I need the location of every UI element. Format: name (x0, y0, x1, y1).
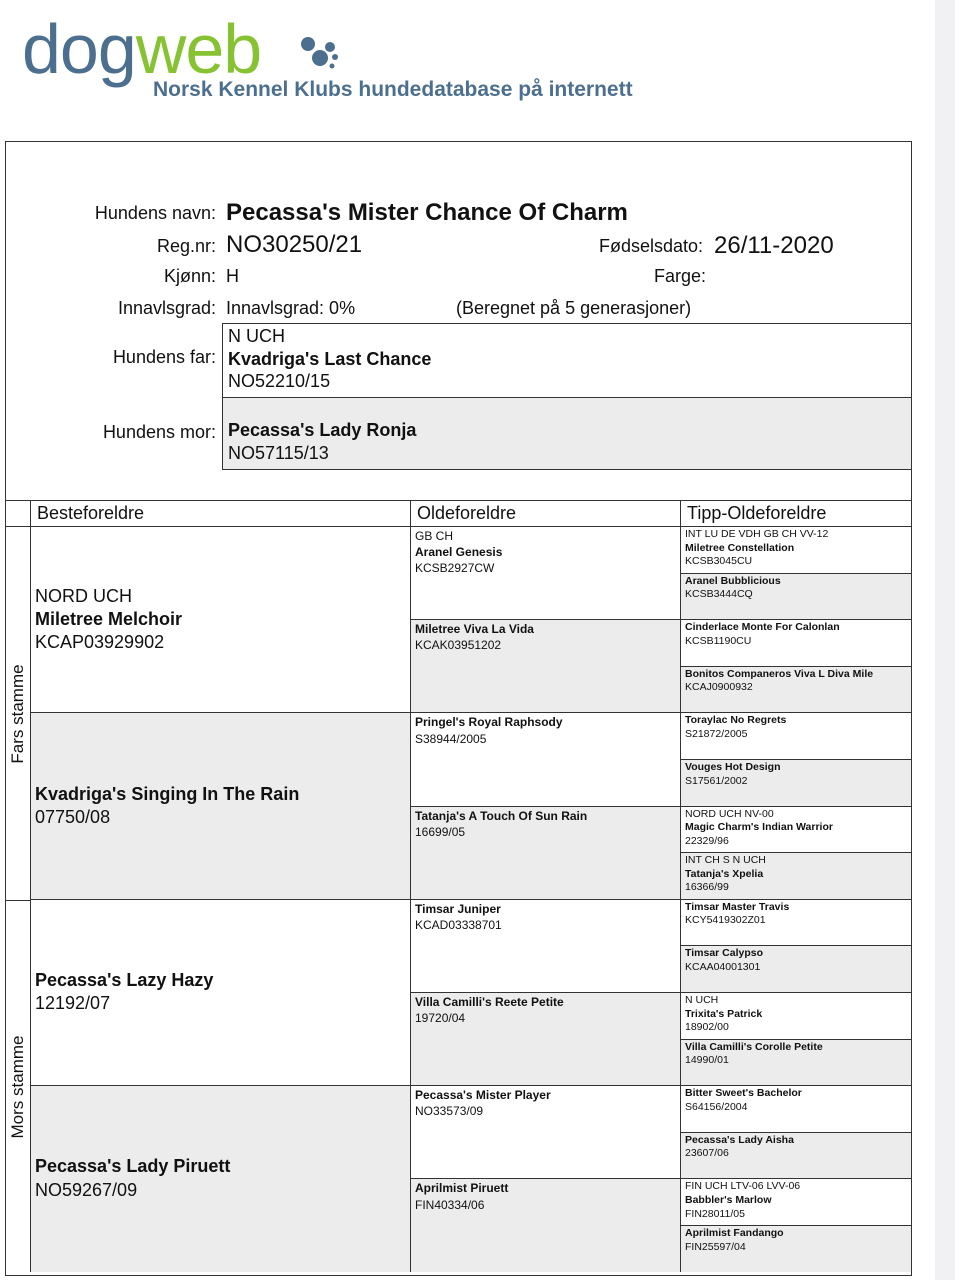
great-great-grandparent-cell (680, 1039, 911, 1086)
dog-reg: 07750/08 (35, 807, 111, 828)
page-edge (935, 0, 955, 1280)
dog-reg: KCAJ0900932 (685, 681, 753, 694)
dog-reg: S64156/2004 (685, 1100, 748, 1113)
dog-reg: KCAP03929902 (35, 632, 165, 653)
header-great-grandparents: Oldeforeldre (410, 500, 680, 526)
dog-name: Pecassa's Lazy Hazy (35, 970, 214, 991)
dog-name: Pringel's Royal Raphsody (415, 715, 563, 730)
header-corner (6, 500, 30, 526)
dog-reg: 16366/99 (685, 881, 729, 894)
mors-stamme-label (6, 900, 30, 1273)
great-grandparent-cell (410, 899, 680, 992)
mother-box (222, 397, 912, 470)
dog-name: Aprilmist Piruett (415, 1181, 509, 1196)
header-great-great-grandparents: Tipp-Oldeforeldre (680, 500, 911, 526)
dog-reg: KCSB3444CQ (685, 588, 753, 601)
dog-reg: KCSB2927CW (415, 561, 495, 576)
great-great-grandparent-cell (680, 992, 911, 1039)
dog-reg: KCAD03338701 (415, 917, 502, 932)
dog-reg: NO33573/09 (415, 1104, 484, 1119)
dog-reg: KCAK03951202 (415, 638, 502, 653)
dog-name: Timsar Master Travis (685, 900, 790, 913)
great-great-grandparent-cell (680, 899, 911, 946)
mother-reg: NO57115/13 (228, 442, 329, 463)
dog-reg: FIN28011/05 (685, 1207, 745, 1220)
dog-reg: 19720/04 (415, 1011, 466, 1026)
great-grandparent-cell (410, 526, 680, 619)
dog-name: Babbler's Marlow (685, 1194, 772, 1207)
logo-web-text: web (135, 10, 262, 88)
grandparent-cell (30, 1085, 410, 1271)
inbreeding-value: Innavlsgrad: 0% (226, 298, 356, 318)
dog-title: INT LU DE VDH GB CH VV-12 (685, 528, 829, 540)
dog-name: Aranel Genesis (415, 545, 503, 560)
dog-name: Timsar Calypso (685, 947, 764, 960)
dog-name: Cinderlace Monte For Calonlan (685, 621, 840, 634)
dog-name: Miletree Constellation (685, 541, 795, 554)
dog-name: Tatanja's Xpelia (685, 867, 764, 880)
header-grandparents: Besteforeldre (30, 500, 410, 526)
great-grandparent-cell (410, 1178, 680, 1271)
dog-name: Toraylac No Regrets (685, 714, 787, 727)
dog-reg: KCSB1190CU (685, 634, 752, 647)
dog-title: N UCH (685, 994, 719, 1006)
great-great-grandparent-cell (680, 712, 911, 759)
dog-reg: 16699/05 (415, 824, 466, 839)
dog-name: Kvadriga's Singing In The Rain (35, 783, 300, 804)
great-great-grandparent-cell (680, 1178, 911, 1225)
father-reg: NO52210/15 (228, 371, 331, 391)
dog-name: Pecassa's Lady Aisha (685, 1133, 794, 1146)
father-box (222, 323, 912, 398)
grandparent-cell (30, 526, 410, 712)
dog-reg: 18902/00 (685, 1021, 729, 1034)
logo-tagline: Norsk Kennel Klubs hundedatabase på internett (153, 78, 633, 101)
dog-reg: KCSB3045CU (685, 555, 753, 568)
dog-reg: 23607/06 (685, 1147, 729, 1160)
grandparent-cell (30, 712, 410, 898)
dog-regnr: NO30250/21 (226, 231, 363, 258)
great-great-grandparent-cell (680, 759, 911, 806)
name-label: Hundens navn: (94, 203, 216, 223)
dog-reg: KCAA04001301 (685, 961, 761, 974)
dogweb-logo (22, 10, 722, 104)
logo-dog-text: dog (22, 10, 136, 88)
dog-name: Pecassa's Mister Chance Of Charm (226, 199, 628, 226)
great-great-grandparent-cell (680, 1132, 911, 1179)
dog-title: NORD UCH NV-00 (685, 807, 774, 820)
pedigree-document (5, 141, 912, 1276)
dog-name: Bitter Sweet's Bachelor (685, 1087, 802, 1100)
great-grandparent-cell (410, 806, 680, 899)
dog-title: GB CH (415, 529, 454, 543)
great-grandparent-cell (410, 992, 680, 1085)
great-grandparent-cell (410, 1085, 680, 1178)
mother-name: Pecassa's Lady Ronja (228, 420, 417, 440)
dog-name: Bonitos Companeros Viva L Diva Mile (685, 667, 874, 680)
dog-reg: S21872/2005 (685, 728, 748, 741)
great-great-grandparent-cell (680, 666, 911, 713)
dog-name: Aranel Bubblicious (685, 574, 781, 587)
dog-title: NORD UCH (35, 585, 132, 606)
inbreeding-note: (Beregnet på 5 generasjoner) (456, 298, 692, 318)
dog-name: Aprilmist Fandango (685, 1227, 784, 1239)
regnr-label: Reg.nr: (156, 236, 216, 256)
dog-name: Villa Camilli's Corolle Petite (685, 1040, 823, 1053)
dog-name: Vouges Hot Design (685, 761, 781, 773)
dog-name: Pecassa's Mister Player (415, 1088, 551, 1103)
fars-stamme-label (6, 526, 30, 900)
dog-reg: 12192/07 (35, 993, 111, 1014)
birth-label: Fødselsdato: (599, 236, 704, 256)
father-label: Hundens far: (112, 347, 216, 367)
mother-label: Hundens mor: (102, 422, 216, 442)
inbreeding-label: Innavlsgrad: (117, 298, 216, 318)
color-label: Farge: (654, 266, 707, 286)
father-title: N UCH (228, 326, 285, 346)
great-great-grandparent-cell (680, 852, 911, 899)
birth-date: 26/11-2020 (714, 232, 834, 259)
dog-name: Timsar Juniper (415, 901, 501, 916)
dog-name: Miletree Melchoir (35, 609, 183, 629)
dog-name: Pecassa's Lady Piruett (35, 1156, 231, 1177)
dog-reg: S17561/2002 (685, 774, 748, 787)
fars-stamme-text: Fars stamme (8, 663, 27, 764)
dog-title: INT CH S N UCH (685, 854, 766, 867)
great-great-grandparent-cell (680, 945, 911, 992)
great-great-grandparent-cell (680, 573, 911, 620)
dog-reg: FIN25597/04 (685, 1240, 746, 1253)
grandparent-cell (30, 899, 410, 1085)
great-great-grandparent-cell (680, 526, 911, 573)
dog-reg: KCY5419302Z01 (685, 914, 766, 927)
logo-wordmark (22, 10, 262, 88)
father-name: Kvadriga's Last Chance (228, 348, 432, 369)
dog-reg: 14990/01 (685, 1054, 729, 1067)
mors-stamme-text: Mors stamme (8, 1035, 27, 1139)
dog-reg: S38944/2005 (415, 731, 487, 746)
great-great-grandparent-cell (680, 806, 911, 853)
sex-label: Kjønn: (163, 266, 216, 286)
dog-title: FIN UCH LTV-06 LVV-06 (685, 1180, 801, 1193)
dog-name: Villa Camilli's Reete Petite (415, 995, 564, 1009)
great-great-grandparent-cell (680, 1085, 911, 1132)
great-grandparent-cell (410, 712, 680, 805)
dog-reg: FIN40334/06 (415, 1197, 485, 1212)
bubbles-icon (298, 34, 342, 74)
dog-name: Trixita's Patrick (685, 1007, 763, 1020)
dog-name: Magic Charm's Indian Warrior (685, 821, 833, 834)
dog-name: Miletree Viva La Vida (415, 622, 534, 637)
great-grandparent-cell (410, 619, 680, 712)
great-great-grandparent-cell (680, 619, 911, 666)
dog-name: Tatanja's A Touch Of Sun Rain (415, 808, 588, 823)
dog-sex: H (226, 266, 239, 286)
dog-reg: NO59267/09 (35, 1179, 138, 1200)
great-great-grandparent-cell (680, 1225, 911, 1272)
dog-reg: 22329/96 (685, 834, 729, 847)
